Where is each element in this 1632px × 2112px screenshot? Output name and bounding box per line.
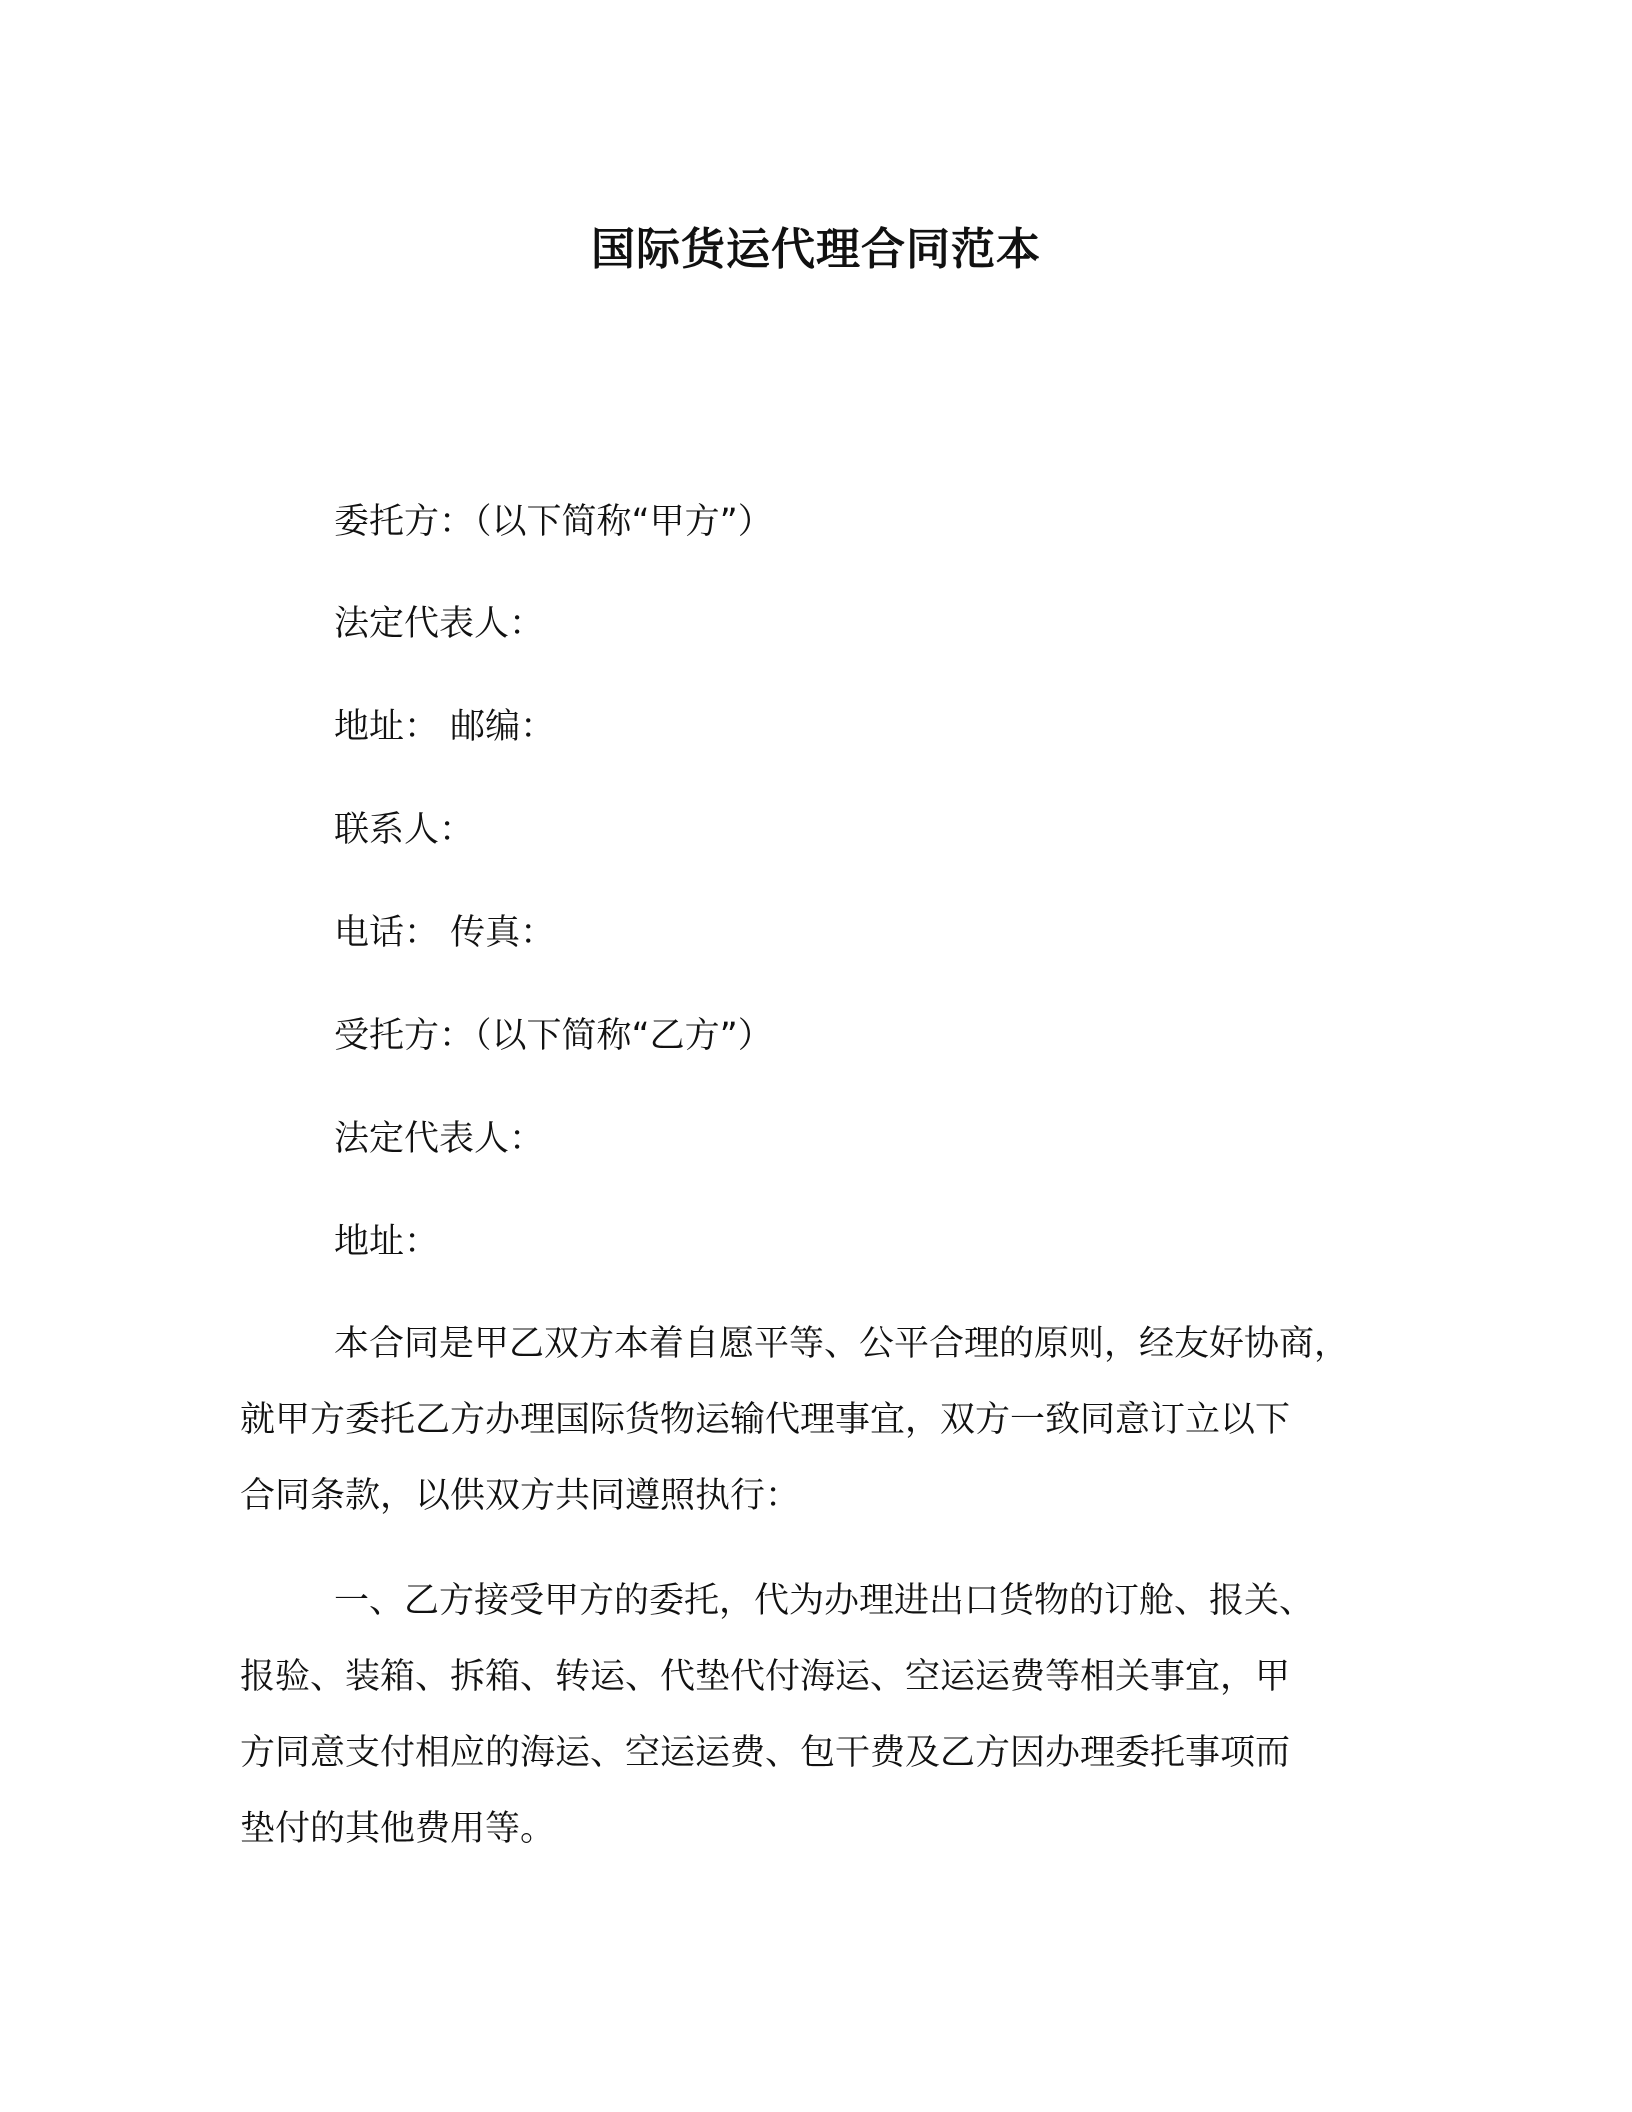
client-party-field: 委托方：（以下简称“甲方”） bbox=[334, 502, 773, 542]
client-address-postcode-field: 地址： 邮编： bbox=[334, 707, 556, 747]
paragraph-line: 方同意支付相应的海运、空运运费、包干费及乙方因办理委托事项而 bbox=[240, 1733, 1291, 1773]
client-contact-field: 联系人： bbox=[334, 810, 475, 850]
document-title: 国际货运代理合同范本 bbox=[591, 224, 1041, 275]
paragraph-line: 合同条款，以供双方共同遵照执行： bbox=[240, 1476, 801, 1516]
paragraph-line: 就甲方委托乙方办理国际货物运输代理事宜，双方一致同意订立以下 bbox=[240, 1400, 1291, 1440]
agent-legal-rep-field: 法定代表人： bbox=[334, 1119, 545, 1159]
client-legal-rep-field: 法定代表人： bbox=[334, 604, 545, 644]
paragraph-line: 一、乙方接受甲方的委托，代为办理进出口货物的订舱、报关、 bbox=[334, 1581, 1315, 1621]
intro-paragraph bbox=[240, 1306, 1400, 1534]
clause-1-paragraph bbox=[240, 1563, 1400, 1867]
client-phone-fax-field: 电话： 传真： bbox=[334, 913, 556, 953]
agent-party-field: 受托方：（以下简称“乙方”） bbox=[334, 1016, 773, 1056]
agent-address-field: 地址： bbox=[334, 1222, 440, 1262]
paragraph-line: 垫付的其他费用等。 bbox=[240, 1809, 556, 1849]
paragraph-line: 本合同是甲乙双方本着自愿平等、公平合理的原则，经友好协商， bbox=[334, 1324, 1350, 1364]
paragraph-line: 报验、装箱、拆箱、转运、代垫代付海运、空运运费等相关事宜，甲 bbox=[240, 1657, 1291, 1697]
